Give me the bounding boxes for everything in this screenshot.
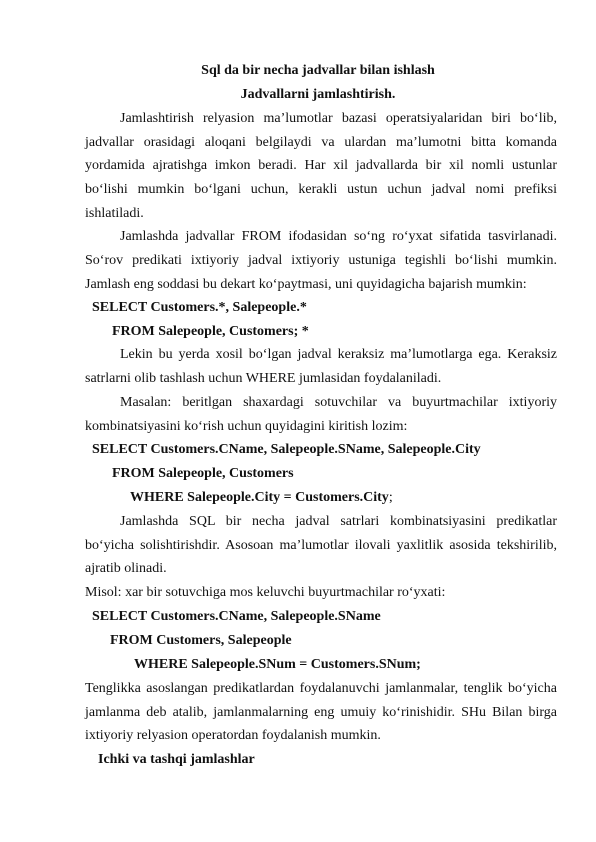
sql-where-clause: WHERE Salepeople.City = Customers.City bbox=[130, 490, 389, 505]
sql-line: FROM Salepeople, Customers bbox=[112, 466, 294, 481]
example-line: Misol: xar bir sotuvchiga mos keluvchi buyurtmachilar ro‘yxati: bbox=[85, 585, 446, 600]
sql-line: FROM Customers, Salepeople bbox=[110, 633, 292, 648]
sql-line: SELECT Customers.CName, Salepeople.SName, Salepeople.City bbox=[92, 442, 481, 457]
paragraph-7-line: Tenglikka asoslangan predikatlardan foydalanuvchi jamlanmalar, tenglik bo‘yicha bbox=[85, 681, 557, 696]
paragraph-3-line: satrlarni olib tashlash uchun WHERE jumlasidan foydalaniladi. bbox=[85, 371, 442, 386]
paragraph-5-line: ajratib olinadi. bbox=[85, 561, 167, 576]
sql-line: FROM Salepeople, Customers; * bbox=[112, 324, 309, 339]
paragraph-1-line: Jamlashtirish relyasion ma’lumotlar bazasi operatsiyalaridan biri bo‘lib, bbox=[120, 111, 557, 126]
sql-line: WHERE Salepeople.SNum = Customers.SNum; bbox=[134, 657, 421, 672]
document-subtitle: Jadvallarni jamlashtirish. bbox=[240, 87, 396, 102]
paragraph-1-line: bo‘lishi mumkin bo‘lgani uchun, kerakli ustun uchun jadval nomi prefiksi bbox=[85, 182, 557, 197]
section-heading: Ichki va tashqi jamlashlar bbox=[98, 752, 255, 767]
paragraph-5-line: Jamlashda SQL bir necha jadval satrlari kombinatsiyasini predikatlar bbox=[120, 514, 557, 529]
paragraph-7-line: jamlanma deb atalib, jamlanmalarning eng umuiy ko‘rinishidir. SHu Bilan birga bbox=[85, 705, 557, 720]
document-title: Sql da bir necha jadvallar bilan ishlash bbox=[201, 63, 435, 78]
paragraph-5-line: bo‘yicha solishtirishdir. Asosoan ma’lumotlar ilovali yaxlitlik asosida tekshirilib, bbox=[85, 538, 557, 553]
sql-line: SELECT Customers.CName, Salepeople.SName bbox=[92, 609, 381, 624]
sql-line: SELECT Customers.*, Salepeople.* bbox=[92, 300, 307, 315]
paragraph-1-line: ishlatiladi. bbox=[85, 206, 144, 221]
paragraph-4-line: Masalan: beritlgan shaxardagi sotuvchilar va buyurtmachilar ixtiyoriy bbox=[120, 395, 557, 410]
paragraph-2-line: Jamlashda jadvallar FROM ifodasidan so‘ng ro‘yxat sifatida tasvirlanadi. bbox=[120, 229, 557, 244]
paragraph-2-line: So‘rov predikati ixtiyoriy jadval ixtiyoriy ustuniga tegishli bo‘lishi mumkin. bbox=[85, 253, 557, 268]
paragraph-2-line: Jamlash eng soddasi bu dekart ko‘paytmasi, uni quyidagicha bajarish mumkin: bbox=[85, 277, 527, 292]
paragraph-7-line: ixtiyoriy relyasion operatordan foydalanish mumkin. bbox=[85, 728, 381, 743]
sql-line bbox=[130, 489, 596, 507]
paragraph-1-line: jadvallar orasidagi aloqani belgilaydi va ulardan ma’lumotni bitta komanda bbox=[85, 135, 557, 150]
sql-terminator: ; bbox=[388, 490, 393, 505]
paragraph-4-line: kombinatsiyasini ko‘rish uchun quyidagini kiritish lozim: bbox=[85, 419, 408, 434]
paragraph-1-line: yordamida ajratishga imkon beradi. Har xil jadvallarda bir xil nomli ustunlar bbox=[85, 158, 557, 173]
paragraph-3-line: Lekin bu yerda xosil bo‘lgan jadval keraksiz ma’lumotlarga ega. Keraksiz bbox=[120, 347, 557, 362]
